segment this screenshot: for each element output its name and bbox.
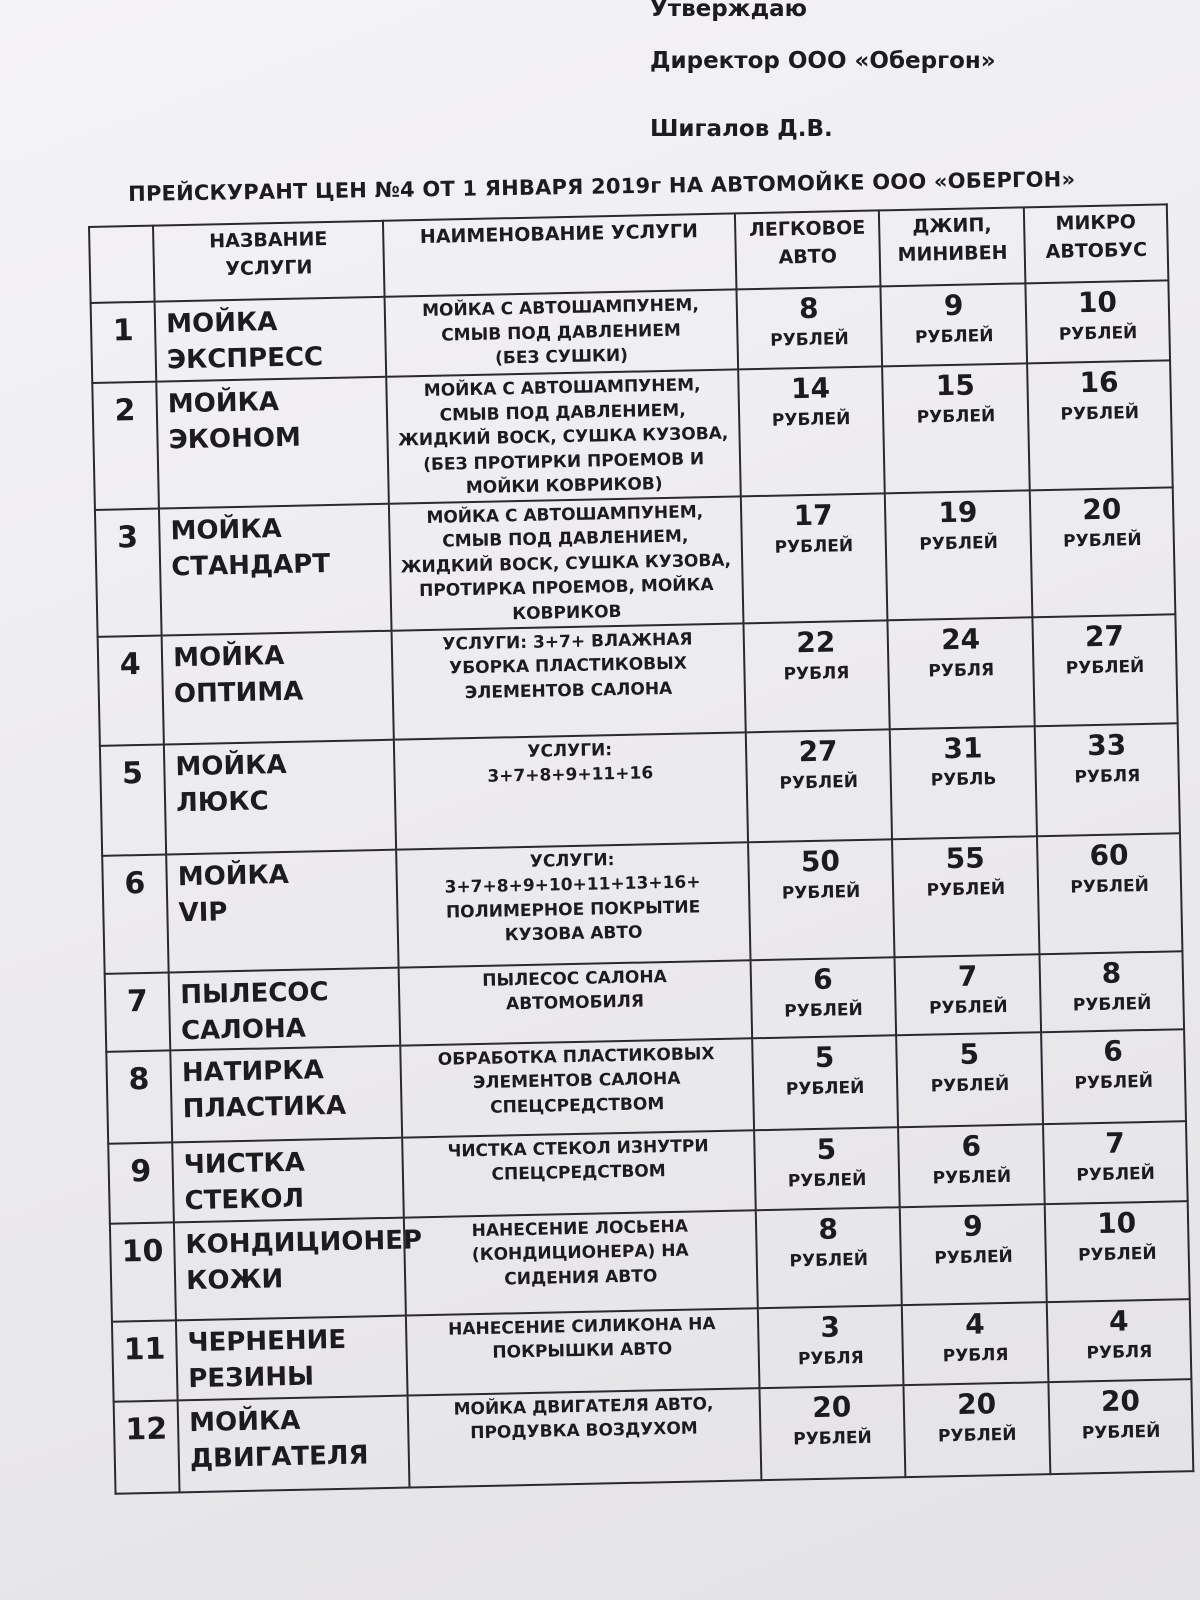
- service-name: [159, 503, 391, 635]
- row-number: 7: [105, 972, 171, 1051]
- price-value: 33: [1086, 727, 1127, 762]
- service-name-line1: ЧИСТКА: [183, 1147, 306, 1180]
- price-currency: РУБЛЕЙ: [934, 1246, 1014, 1268]
- service-description-line: МОЙКА С АВТОШАМПУНЕМ,: [421, 295, 700, 322]
- service-name: [169, 967, 400, 1050]
- document-title: ПРЕЙСКУРАНТ ЦЕН №4 ОТ 1 ЯНВАРЯ 2019г НА АВТОМОЙКЕ ООО «ОБЕРГОН»: [128, 167, 1076, 206]
- price-currency: РУБЛЕЙ: [774, 535, 854, 558]
- service-name: [174, 1217, 423, 1320]
- price-value: 5: [814, 1040, 835, 1074]
- price-table: [88, 203, 1194, 1494]
- price-value: 31: [943, 730, 983, 765]
- price-currency: РУБЛЯ: [797, 1347, 864, 1369]
- price-currency: РУБЛЯ: [1086, 1341, 1153, 1363]
- service-name-line2: VIP: [178, 896, 228, 928]
- service-description-line: СПЕЦСРЕДСТВОМ: [491, 1161, 666, 1185]
- price-currency: РУБЛЕЙ: [770, 329, 849, 351]
- service-name-line2: ОПТИМА: [173, 676, 304, 709]
- price-currency: РУБЛЕЙ: [789, 1249, 869, 1272]
- price-currency: РУБЛЕЙ: [1062, 529, 1142, 552]
- header-service-name-line2: УСЛУГИ: [225, 256, 313, 281]
- price-minibus: [1040, 951, 1184, 1032]
- table-row: [92, 360, 1172, 509]
- price-value: 10: [1096, 1205, 1137, 1240]
- service-description: [384, 289, 737, 376]
- service-name-line2: ЭКСПРЕСС: [166, 342, 324, 376]
- price-value: 4: [1108, 1303, 1129, 1338]
- price-jeep-minivan: [882, 363, 1029, 493]
- service-description-line: ЧИСТКА СТЕКОЛ ИЗНУТРИ: [447, 1135, 709, 1162]
- price-value: 55: [945, 840, 986, 875]
- price-value: 8: [1101, 956, 1122, 990]
- price-minibus: [1027, 360, 1172, 489]
- service-description-line: 3+7+8+9+10+11+13+16+: [444, 872, 701, 898]
- price-passenger-car: [748, 839, 895, 960]
- service-description-line: УСЛУГИ:: [527, 739, 613, 762]
- service-description-line: (БЕЗ ПРОТИРКИ ПРОЕМОВ И: [423, 448, 705, 475]
- approval-approve-label: Утверждаю: [650, 0, 808, 22]
- price-jeep-minivan: [902, 1302, 1048, 1385]
- header-num: [89, 226, 155, 303]
- price-passenger-car: [759, 1385, 906, 1480]
- price-currency: РУБЛЕЙ: [937, 1424, 1017, 1446]
- price-currency: РУБЛЕЙ: [779, 771, 859, 794]
- service-name-line1: МОЙКА: [175, 749, 287, 782]
- price-value: 17: [793, 497, 833, 532]
- header-jeep-line2: МИНИВЕН: [897, 241, 1008, 267]
- service-description-line: СИДЕНИЯ АВТО: [504, 1265, 658, 1290]
- service-description: [406, 1308, 759, 1395]
- service-description: [394, 732, 748, 849]
- price-passenger-car: [740, 493, 887, 623]
- service-name-line1: МОЙКА: [188, 1405, 301, 1438]
- price-value: 3: [820, 1309, 841, 1344]
- service-name: [164, 739, 396, 854]
- service-name-line1: МОЙКА: [177, 859, 290, 892]
- price-currency: РУБЛЕЙ: [787, 1169, 867, 1192]
- price-minibus: [1049, 1379, 1194, 1474]
- price-passenger-car: [738, 366, 885, 496]
- price-currency: РУБЛЕЙ: [930, 1074, 1010, 1097]
- price-currency: РУБЛЕЙ: [916, 406, 996, 428]
- service-name-line2: СТАНДАРТ: [170, 548, 331, 582]
- service-name-line2: САЛОНА: [180, 1013, 307, 1046]
- service-description-line: ПРОТИРКА ПРОЕМОВ, МОЙКА: [418, 574, 714, 602]
- price-minibus: [1037, 833, 1182, 954]
- price-minibus: [1035, 723, 1180, 836]
- price-currency: РУБЛЯ: [942, 1344, 1009, 1366]
- price-value: 15: [935, 368, 976, 403]
- price-value: 19: [938, 494, 978, 529]
- row-number: 10: [110, 1222, 176, 1321]
- price-minibus: [1045, 1201, 1190, 1302]
- service-description-line: ПРОДУВКА ВОЗДУХОМ: [470, 1418, 698, 1444]
- price-minibus: [1041, 1029, 1186, 1124]
- header-service-name: [153, 221, 384, 302]
- price-value: 7: [1104, 1125, 1126, 1160]
- service-description-line: МОЙКА С АВТОШАМПУНЕМ,: [426, 501, 704, 528]
- price-jeep-minivan: [900, 1204, 1047, 1305]
- price-currency: РУБЛЕЙ: [771, 409, 851, 431]
- row-number: 5: [100, 744, 166, 855]
- header-jeep-line1: ДЖИП,: [912, 214, 992, 238]
- price-passenger-car: [745, 729, 892, 842]
- price-value: 5: [959, 1037, 980, 1071]
- service-description-line: (КОНДИЦИОНЕРА) НА: [471, 1240, 689, 1266]
- price-value: 8: [818, 1212, 839, 1246]
- service-description-line: СМЫВ ПОД ДАВЛЕНИЕМ,: [439, 400, 686, 426]
- service-description: [402, 1130, 755, 1217]
- price-value: 20: [1100, 1383, 1141, 1418]
- price-minibus: [1043, 1121, 1187, 1204]
- price-passenger-car: [752, 1035, 899, 1130]
- service-name: [166, 849, 398, 972]
- service-name-line2: ДВИГАТЕЛЯ: [189, 1439, 369, 1474]
- price-value: 24: [940, 621, 981, 656]
- price-value: 60: [1089, 837, 1129, 872]
- price-passenger-car: [743, 620, 890, 732]
- service-name-line2: ЭКОНОМ: [168, 422, 302, 456]
- price-minibus: [1033, 614, 1178, 726]
- service-name-line1: МОЙКА: [167, 387, 280, 420]
- price-value: 22: [795, 624, 836, 659]
- service-name-line2: РЕЗИНЫ: [187, 1361, 315, 1394]
- price-currency: РУБЛЕЙ: [1070, 875, 1150, 898]
- service-name: [156, 377, 388, 508]
- price-currency: РУБЛЕЙ: [928, 996, 1008, 1019]
- price-jeep-minivan: [890, 726, 1037, 839]
- price-value: 6: [1102, 1034, 1124, 1068]
- service-name-line2: ПЛАСТИКА: [182, 1090, 347, 1124]
- service-description-line: УСЛУГИ:: [529, 849, 615, 872]
- price-passenger-car: [757, 1305, 903, 1388]
- row-number: 3: [95, 508, 162, 636]
- price-value: 6: [812, 962, 833, 996]
- service-description: [407, 1388, 761, 1487]
- price-jeep-minivan: [896, 1032, 1043, 1127]
- service-name-line1: НАТИРКА: [181, 1054, 324, 1088]
- row-number: 8: [106, 1050, 172, 1143]
- header-service-description: НАИМЕНОВАНИЕ УСЛУГИ: [383, 213, 736, 296]
- price-currency: РУБЛЕЙ: [1076, 1163, 1156, 1186]
- service-name-line1: ПЫЛЕСОС: [179, 976, 329, 1010]
- service-name-line2: ЛЮКС: [175, 785, 269, 818]
- price-jeep-minivan: [888, 617, 1035, 729]
- service-description-line: (БЕЗ СУШКИ): [494, 345, 629, 369]
- price-value: 50: [800, 843, 841, 878]
- header-service-name-line1: НАЗВАНИЕ: [209, 227, 328, 253]
- service-description-line: ЭЛЕМЕНТОВ САЛОНА: [472, 1068, 681, 1094]
- price-value: 9: [962, 1208, 983, 1243]
- price-value: 10: [1077, 285, 1118, 320]
- service-description-line: ЖИДКИЙ ВОСК, СУШКА КУЗОВА,: [400, 550, 732, 578]
- service-name-line1: МОЙКА: [165, 307, 278, 340]
- service-description-line: ПЫЛЕСОС САЛОНА: [482, 966, 667, 991]
- price-currency: РУБЛЕЙ: [1077, 1243, 1157, 1265]
- price-value: 9: [943, 288, 964, 323]
- service-description: [389, 496, 743, 630]
- service-name-line2: СТЕКОЛ: [184, 1183, 305, 1216]
- service-name: [176, 1315, 407, 1400]
- price-value: 20: [812, 1389, 852, 1424]
- service-description-line: НАНЕСЕНИЕ ЛОСЬЕНА: [471, 1216, 689, 1241]
- service-description-line: АВТОМОБИЛЯ: [505, 991, 645, 1015]
- service-description: [404, 1210, 758, 1315]
- service-name: [162, 630, 394, 744]
- row-number: 2: [92, 382, 159, 510]
- price-minibus: [1030, 487, 1175, 617]
- service-name-line1: ЧЕРНЕНИЕ: [187, 1324, 347, 1358]
- service-name-line2: КОЖИ: [185, 1263, 284, 1296]
- price-value: 27: [1084, 618, 1125, 653]
- price-currency: РУБЛЕЙ: [793, 1427, 872, 1449]
- service-description-line: УСЛУГИ: 3+7+ ВЛАЖНАЯ: [442, 628, 693, 655]
- price-currency: РУБЛЕЙ: [914, 326, 994, 348]
- service-description: [386, 369, 740, 503]
- service-description-line: СМЫВ ПОД ДАВЛЕНИЕМ,: [442, 526, 689, 552]
- price-minibus: [1026, 280, 1170, 363]
- service-description: [391, 623, 745, 739]
- service-description-line: СПЕЦСРЕДСТВОМ: [489, 1093, 665, 1118]
- price-value: 27: [798, 733, 838, 768]
- service-description-line: НАНЕСЕНИЕ СИЛИКОНА НА: [447, 1313, 716, 1340]
- approval-signatory-name: Шигалов Д.В.: [650, 116, 833, 142]
- price-currency: РУБЛЕЙ: [1081, 1421, 1161, 1443]
- row-number: 9: [108, 1142, 174, 1223]
- price-value: 20: [956, 1386, 997, 1421]
- price-currency: РУБЛЕЙ: [1058, 323, 1138, 345]
- price-jeep-minivan: [881, 283, 1027, 366]
- row-number: 1: [91, 302, 157, 383]
- price-currency: РУБЛЕЙ: [919, 532, 999, 555]
- service-name: [170, 1045, 402, 1142]
- price-value: 6: [961, 1129, 982, 1163]
- price-table-body: [91, 280, 1194, 1493]
- table-row: [102, 833, 1182, 974]
- service-description-line: ПОКРЫШКИ АВТО: [492, 1339, 673, 1363]
- table-row: [95, 487, 1175, 637]
- price-value: 14: [790, 371, 831, 406]
- price-jeep-minivan: [904, 1382, 1051, 1477]
- row-number: 6: [102, 854, 169, 973]
- service-name: [155, 297, 386, 382]
- service-description: [396, 842, 750, 967]
- price-passenger-car: [754, 1127, 900, 1210]
- approval-position: Директор ООО «Обергон»: [650, 48, 996, 74]
- row-number: 12: [114, 1400, 180, 1493]
- service-description: [398, 960, 751, 1045]
- price-currency: РУБЛЕЙ: [784, 999, 863, 1022]
- price-jeep-minivan: [885, 490, 1032, 620]
- service-description-line: КОВРИКОВ: [512, 601, 622, 624]
- service-description: [400, 1038, 754, 1137]
- price-currency: РУБЛЬ: [930, 768, 997, 790]
- header-passenger-car-line2: АВТО: [778, 245, 838, 269]
- price-value: 16: [1079, 365, 1119, 400]
- row-number: 11: [112, 1320, 178, 1401]
- row-number: 4: [98, 635, 164, 745]
- service-description-line: 3+7+8+9+11+16: [487, 763, 654, 787]
- header-minibus-line1: МИКРО: [1055, 211, 1137, 235]
- price-value: 8: [798, 291, 819, 326]
- price-value: 7: [957, 959, 978, 993]
- service-name-line1: МОЙКА: [172, 640, 285, 673]
- service-description-line: УБОРКА ПЛАСТИКОВЫХ: [448, 653, 688, 679]
- service-description-line: ЭЛЕМЕНТОВ САЛОНА: [464, 678, 673, 703]
- service-description-line: МОЙКА ДВИГАТЕЛЯ АВТО,: [453, 1393, 714, 1420]
- service-description-line: КУЗОВА АВТО: [504, 922, 643, 946]
- service-description-line: ПОЛИМЕРНОЕ ПОКРЫТИЕ: [445, 896, 701, 923]
- price-jeep-minivan: [895, 954, 1041, 1035]
- price-currency: РУБЛЕЙ: [1060, 403, 1140, 425]
- price-currency: РУБЛЯ: [1074, 765, 1141, 787]
- price-passenger-car: [750, 957, 896, 1038]
- price-currency: РУБЛЕЙ: [926, 878, 1006, 901]
- price-value: 20: [1081, 491, 1122, 526]
- service-description-line: СМЫВ ПОД ДАВЛЕНИЕМ: [441, 320, 681, 346]
- price-jeep-minivan: [898, 1124, 1044, 1207]
- price-minibus: [1047, 1299, 1191, 1382]
- price-currency: РУБЛЯ: [783, 662, 850, 685]
- service-name: [178, 1395, 410, 1492]
- header-passenger-car: [734, 210, 880, 289]
- price-value: 4: [964, 1306, 986, 1341]
- service-description-line: ОБРАБОТКА ПЛАСТИКОВЫХ: [437, 1043, 715, 1070]
- price-table-wrapper: [88, 203, 1194, 1494]
- price-currency: РУБЛЕЙ: [932, 1166, 1012, 1189]
- header-passenger-car-line1: ЛЕГКОВОЕ: [748, 216, 866, 242]
- price-currency: РУБЛЕЙ: [1072, 993, 1152, 1016]
- service-name-line1: КОНДИЦИОНЕР: [185, 1224, 423, 1260]
- service-description-line: МОЙКИ КОВРИКОВ): [465, 474, 663, 499]
- price-currency: РУБЛЕЙ: [1074, 1071, 1154, 1094]
- price-jeep-minivan: [892, 836, 1039, 957]
- price-currency: РУБЛЕЙ: [781, 881, 861, 904]
- service-name: [172, 1137, 403, 1222]
- service-description-line: МОЙКА С АВТОШАМПУНЕМ,: [423, 375, 701, 402]
- service-description-line: ЖИДКИЙ ВОСК, СУШКА КУЗОВА,: [397, 423, 729, 451]
- service-name-line1: МОЙКА: [170, 513, 282, 546]
- price-value: 5: [816, 1132, 837, 1166]
- header-minibus: [1024, 204, 1168, 283]
- header-minibus-line2: АВТОБУС: [1045, 238, 1148, 263]
- price-passenger-car: [755, 1207, 902, 1308]
- price-passenger-car: [736, 286, 882, 369]
- price-currency: РУБЛЕЙ: [1065, 656, 1145, 679]
- header-jeep-minivan: [879, 207, 1025, 286]
- price-currency: РУБЛЯ: [928, 659, 995, 681]
- price-currency: РУБЛЕЙ: [785, 1077, 865, 1100]
